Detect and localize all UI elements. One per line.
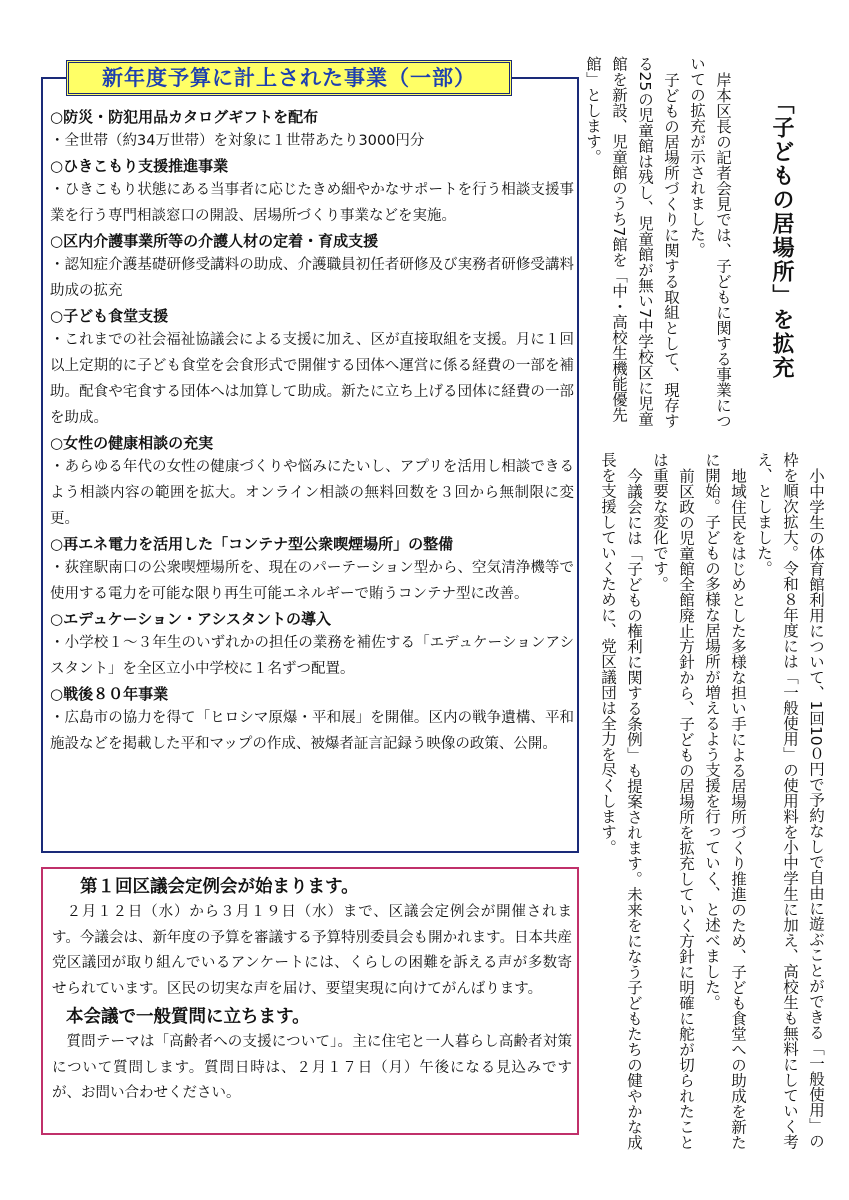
budget-item-body: ・広島市の協力を得て「ヒロシマ原爆・平和展」を開催。区内の戦争遺構、平和施設などを掲載した平和マップの作成、被爆者証言記録う映像の政策、公開。: [50, 710, 574, 752]
council-heading: 第１回区議会定例会が始まります。: [80, 877, 359, 897]
budget-item-heading: ○区内介護事業所等の介護人材の定着・育成支援: [50, 232, 379, 250]
budget-item: [50, 533, 574, 607]
article-bottom-column: [595, 452, 829, 1152]
budget-item-body: ・これまでの社会福祉協議会による支援に加え、区が直接取組を支援。月に１回以上定期的に子ども食堂を会食形式で開催する団体へ運営に係る経費の一部を補助。配食や宅食する団体へは加算して助成。新たに立ち上げる団体に経費の一部を助成。: [50, 332, 574, 426]
budget-item-heading: ○防災・防犯用品カタログギフトを配布: [50, 108, 319, 126]
budget-item-body: ・全世帯（約34万世帯）を対象に１世帯あたり3000円分: [50, 133, 425, 149]
budget-item: [50, 432, 574, 532]
general-question-body: 質問テーマは「高齢者への支援について」。主に住宅と一人暮らし高齢者対策について質問します。質問日時は、２月１７日（月）午後になる見込みですが、お問い合わせください。: [52, 1034, 572, 1101]
budget-item: [50, 106, 574, 154]
budget-item-heading: ○ひきこもり支援推進事業: [50, 157, 229, 175]
budget-item: [50, 683, 574, 757]
budget-item-heading: ○再エネ電力を活用した「コンテナ型公衆喫煙場所」の整備: [50, 535, 454, 553]
budget-item-list: [50, 106, 574, 758]
budget-item: [50, 608, 574, 682]
article-paragraph: 岸本区長の記者会見では、子どもに関する事業についての拡充が示されました。: [688, 56, 732, 428]
budget-item-body: ・認知症介護基礎研修受講料の助成、介護職員初任者研修及び実務者研修受講料助成の拡充: [50, 257, 574, 299]
article-paragraph: 小中学生の体育館利用について、1回10０円で予約なしで自由に遊ぶことができる「一般使用」の枠を順次拡大。令和８年度には「一般使用」の使用料を小中学生に加え、高校生も無料にしていく考え、としました。: [755, 452, 825, 1150]
council-content: [52, 874, 572, 1109]
budget-item: [50, 305, 574, 431]
article-top-column: [580, 56, 736, 428]
budget-item-heading: ○エデュケーション・アシスタントの導入: [50, 610, 331, 628]
article-paragraph: 今議会には「子どもの権利に関する条例」も提案されます。未来をになう子どもたちの健やかな成長を支援していくために、党区議団は全力を尽くします。: [599, 452, 643, 1150]
budget-item: [50, 155, 574, 229]
budget-item-body: ・荻窪駅南口の公衆喫煙場所を、現在のパーテーション型から、空気清浄機等で使用する電力を可能な限り再生可能エネルギーで賄うコンテナ型に改善。: [50, 560, 574, 602]
budget-item-heading: ○戦後８０年事業: [50, 685, 169, 703]
budget-item-heading: ○子ども食堂支援: [50, 307, 169, 325]
article-paragraph: 前区政の児童館全館廃止方針から、子どもの居場所を拡充していく方針に明確に舵が切られたことは重要な変化です。: [651, 452, 695, 1150]
budget-item: [50, 230, 574, 304]
general-question-heading: 本会議で一般質問に立ちます。: [66, 1007, 310, 1027]
budget-item-body: ・小学校１～３年生のいずれかの担任の業務を補佐する「エデュケーションアシスタント」を全区立小中学校に１名ずつ配置。: [50, 635, 574, 677]
budget-item-body: ・あらゆる年代の女性の健康づくりや悩みにたいし、アプリを活用し相談できるよう相談内容の範囲を拡大。オンライン相談の無料回数を３回から無制限に変更。: [50, 459, 574, 527]
article-paragraph: 子どもの居場所づくりに関する取組として、現存する25の児童館は残し、児童館が無い7中学校区に児童館を新設、児童館のうち7館を「中・高校生機能優先館」とします。: [584, 56, 680, 428]
budget-title: 新年度予算に計上された事業（一部）: [66, 60, 512, 96]
budget-item-heading: ○女性の健康相談の充実: [50, 434, 214, 452]
article-paragraph: 地域住民をはじめとした多様な担い手による居場所づくり推進のため、子ども食堂への助成を新たに開始。子どもの多様な居場所が増えるよう支援を行っていく、と述べました。: [703, 452, 747, 1150]
council-body: ２月１２日（水）から３月１９日（水）まで、区議会定例会が開催されます。今議会は、新年度の予算を審議する予算特別委員会も開かれます。日本共産党区議団が取り組んでいるアンケートには、くらしの困難を訴える声が多数寄せられています。区民の切実な声を届け、要望実現に向けてがんばります。: [52, 904, 572, 997]
article-title: 「子どもの居場所」を拡充: [769, 92, 794, 380]
budget-item-body: ・ひきこもり状態にある当事者に応じたきめ細やかなサポートを行う相談支援事業を行う専門相談窓口の開設、居場所づくり事業などを実施。: [50, 182, 574, 224]
